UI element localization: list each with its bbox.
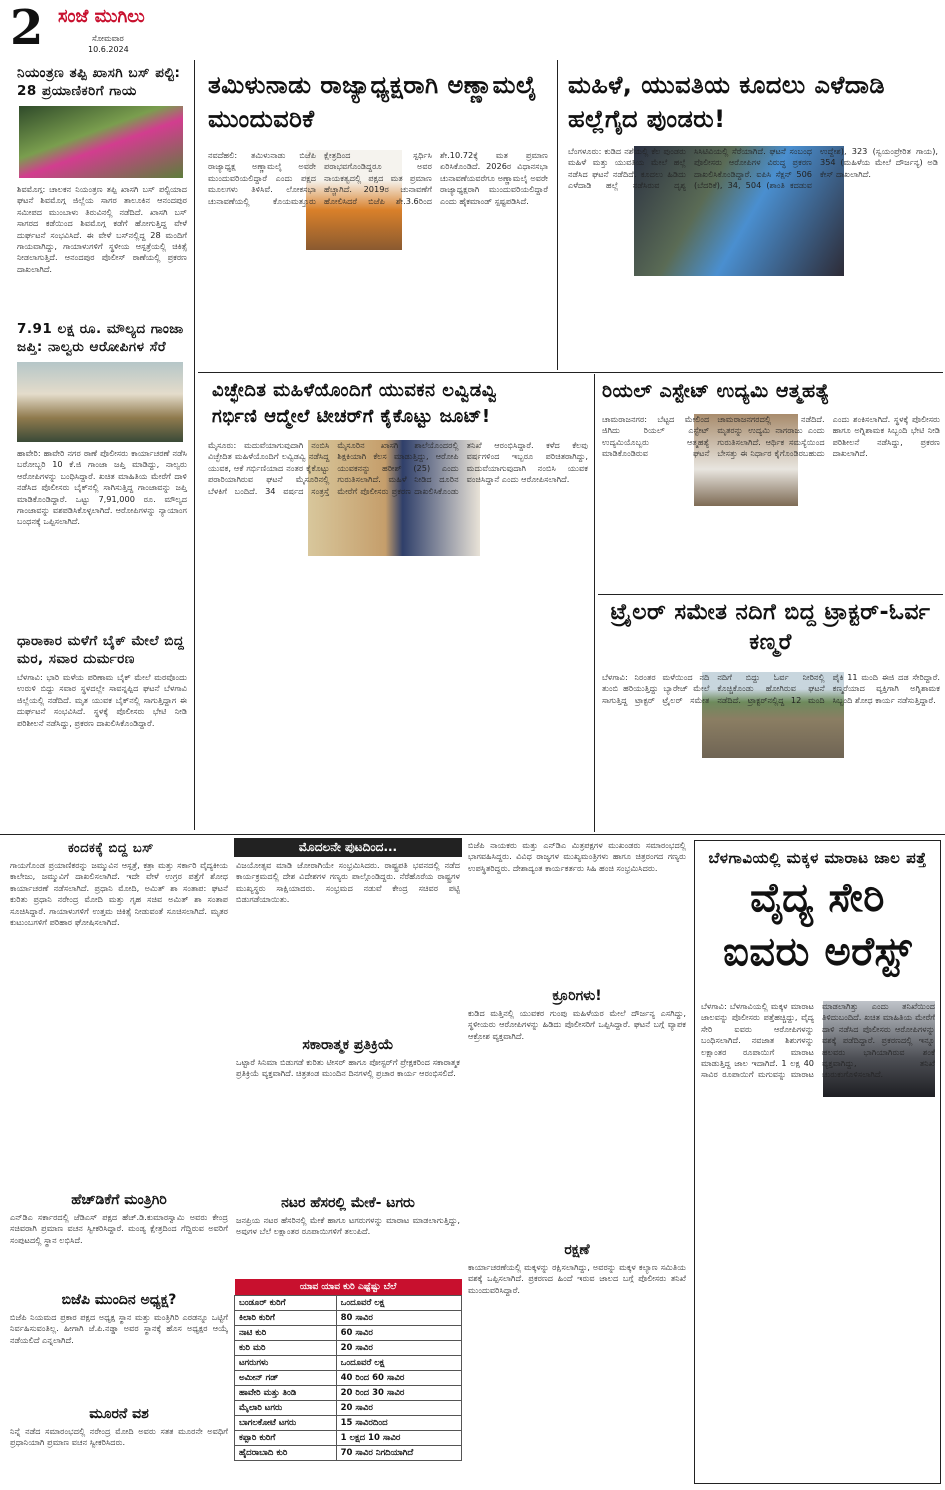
weekday: ಸೋಮವಾರ [92,34,124,43]
sheep-type-cell: ಹೈದರಾಬಾದಿ ಕುರಿ [235,1446,337,1461]
annamalai-body: ನವದೆಹಲಿ: ತಮಿಳುನಾಡು ಬಿಜೆಪಿ ರಾಜ್ಯಾಧ್ಯಕ್ಷ ಅಣ್ಣಾಮಲೈ ಅವರೇ ಮುಂದುವರಿಯಲಿದ್ದಾರೆ ಎಂದು ಪಕ್ಷದ ಮೂಲಗಳು ತಿಳಿಸಿವೆ. ಲೋಕಸಭಾ ಚುನಾವಣೆಯಲ್ಲಿ ಕೊಯಮತ್ತೂರು ಕ್ಷೇತ್ರದಿಂದ ಸ್ಪರ್ಧಿಸಿ ಪರಾಭವಗೊಂಡಿದ್ದರೂ ಅವರ ನಾಯಕತ್ವದಲ್ಲಿ ಪಕ್ಷದ ಮತ ಪ್ರಮಾಣ ಹೆಚ್ಚಾಗಿದೆ. 2019ರ ಚುನಾವಣೆಗೆ ಹೋಲಿಸಿದರೆ ಬಿಜೆಪಿ ಶೇ.3.6ರಿಂದ ಶೇ.10.72ಕ್ಕೆ ಮತ ಪ್ರಮಾಣ ಏರಿಸಿಕೊಂಡಿದೆ. 2026ರ ವಿಧಾನಸಭಾ ಚುನಾವಣೆಯವರೆಗೂ ಅಣ್ಣಾಮಲೈ ಅವರೇ ರಾಜ್ಯಾಧ್ಯಕ್ಷರಾಗಿ ಮುಂದುವರಿಯಲಿದ್ದಾರೆ ಎಂದು ಹೈಕಮಾಂಡ್ ಸ್ಪಷ್ಟಪಡಿಸಿದೆ. [208,150,548,206]
date: 10.6.2024 [88,45,129,54]
column-divider [194,60,195,830]
tractor-story [598,596,943,832]
story2-body: ಹಾವೇರಿ: ಹಾವೇರಿ ನಗರ ಠಾಣೆ ಪೊಲೀಸರು ಕಾರ್ಯಾಚರಣೆ ನಡೆಸಿ ಬರೋಬ್ಬರಿ 10 ಕೆ.ಜಿ ಗಾಂಜಾ ಜಪ್ತಿ ಮಾಡಿದ್ದು, ನಾಲ್ವರು ಆರೋಪಿಗಳನ್ನು ಬಂಧಿಸಿದ್ದಾರೆ. ಖಚಿತ ಮಾಹಿತಿಯ ಮೇರೆಗೆ ದಾಳಿ ನಡೆಸಿದ ಪೊಲೀಸರು ಬೈಕ್‌ನಲ್ಲಿ ಸಾಗಿಸುತ್ತಿದ್ದ ಗಾಂಜಾವನ್ನು ಜಪ್ತಿ ಮಾಡಿಕೊಂಡಿದ್ದಾರೆ. ಒಟ್ಟು 7,91,000 ರೂ. ಮೌಲ್ಯದ ಗಾಂಜಾವನ್ನು ವಶಪಡಿಸಿಕೊಳ್ಳಲಾಗಿದೆ. ಆರೋಪಿಗಳನ್ನು ನ್ಯಾಯಾಂಗ ಬಂಧನಕ್ಕೆ ಒಪ್ಪಿಸಲಾಗಿದೆ. [17,448,187,527]
doctor-arrest-story [694,840,941,1484]
annamalai-headline: ತಮಿಳುನಾಡು ರಾಜ್ಯಾಧ್ಯಕ್ಷರಾಗಿ ಅಣ್ಣಾಮಲೈ ಮುಂದುವರಿಕೆ [208,71,538,133]
bjp-president-subhead: ಬಿಜೆಪಿ ಮುಂದಿನ ಅಧ್ಯಕ್ಷ? [61,1292,177,1308]
column-divider [557,60,558,370]
assault-headline: ಮಹಿಳೆ, ಯುವತಿಯ ಕೂದಲು ಎಳೆದಾಡಿ ಹಲ್ಲೆಗೈದ ಪುಂಡರು! [568,71,885,133]
rescue-body: ಕಾರ್ಯಾಚರಣೆಯಲ್ಲಿ ಮಕ್ಕಳನ್ನು ರಕ್ಷಿಸಲಾಗಿದ್ದು, ಅವರನ್ನು ಮಕ್ಕಳ ಕಲ್ಯಾಣ ಸಮಿತಿಯ ವಶಕ್ಕೆ ಒಪ್ಪಿಸಲಾಗಿದೆ. ಪ್ರಕರಣದ ಹಿಂದೆ ಇರುವ ಜಾಲದ ಬಗ್ಗೆ ಪೊಲೀಸರು ತನಿಖೆ ಮುಂದುವರಿಸಿದ್ದಾರೆ. [468,1262,686,1295]
section-divider [0,834,945,835]
police-photo [17,362,183,442]
continued-band: ಮೊದಲನೇ ಪುಟದಿಂದ... [234,838,462,857]
price-cell: ಒಂದೂವರೆ ಲಕ್ಷ [336,1296,461,1311]
sheep-type-cell: ನಾಟಿ ಕುರಿ [235,1326,337,1341]
cruel-body: ಕುಡಿದ ಮತ್ತಿನಲ್ಲಿ ಯುವಕರ ಗುಂಪು ಮಹಿಳೆಯರ ಮೇಲೆ ದೌರ್ಜನ್ಯ ಎಸಗಿದ್ದು, ಸ್ಥಳೀಯರು ಆರೋಪಿಗಳನ್ನು ಹಿಡಿದು ಪೊಲೀಸರಿಗೆ ಒಪ್ಪಿಸಿದ್ದಾರೆ. ಘಟನೆ ಬಗ್ಗೆ ವ್ಯಾಪಕ ಆಕ್ರೋಶ ವ್ಯಕ್ತವಾಗಿದೆ. [468,1008,686,1041]
assault-body: ಬೆಂಗಳೂರು: ಕುಡಿದ ನಶೆಯಲ್ಲಿ ಕೆಲ ಪುಂಡರು ಮಹಿಳೆ ಮತ್ತು ಯುವತಿಯ ಮೇಲೆ ಹಲ್ಲೆ ನಡೆಸಿದ ಘಟನೆ ನಡೆದಿದೆ. ಕೂದಲು ಹಿಡಿದು ಎಳೆದಾಡಿ ಹಲ್ಲೆ ನಡೆಸಿರುವ ದೃಶ್ಯ ಸಿಸಿಟಿವಿಯಲ್ಲಿ ಸೆರೆಯಾಗಿದೆ. ಘಟನೆ ಸಂಬಂಧ ಪೊಲೀಸರು ಆರೋಪಿಗಳ ವಿರುದ್ಧ ಪ್ರಕರಣ ದಾಖಲಿಸಿಕೊಂಡಿದ್ದಾರೆ. ಐಪಿಸಿ ಸೆಕ್ಷನ್ 506 (ಬೆದರಿಕೆ), 34, 504 (ಶಾಂತಿ ಕದಡುವ ಉದ್ದೇಶ), 323 (ಸ್ವಯಂಪ್ರೇರಿತ ಗಾಯ), 354 (ಮಹಿಳೆಯ ಮೇಲೆ ದೌರ್ಜನ್ಯ) ಅಡಿ ಕೇಸ್ ದಾಖಲಾಗಿದೆ. [568,146,938,191]
table-row [235,1416,462,1431]
price-cell: 60 ಸಾವಿರ [336,1326,461,1341]
third-term-subhead: ಮೂರನೆ ವಶ [89,1406,149,1422]
hdk-subhead: ಹೆಚ್‌ಡಿಕೆಗೆ ಮಂತ್ರಿಗಿರಿ [71,1192,167,1208]
table-row [235,1356,462,1371]
sheep-price-table [234,1279,462,1461]
price-cell: 1 ಲಕ್ಷದ 10 ಸಾವಿರ [336,1431,461,1446]
price-cell: 70 ಸಾವಿರ ನಿಗದಿಯಾಗಿದೆ [336,1446,461,1461]
table-row [235,1296,462,1311]
table-row [235,1341,462,1356]
column-divider [594,374,595,832]
third-term-body: ನಿನ್ನೆ ನಡೆದ ಸಮಾರಂಭದಲ್ಲಿ ನರೇಂದ್ರ ಮೋದಿ ಅವರು ಸತತ ಮೂರನೇ ಅವಧಿಗೆ ಪ್ರಧಾನಿಯಾಗಿ ಪ್ರಮಾಣ ವಚನ ಸ್ವೀಕರಿಸಿದರು. [10,1426,228,1448]
positive-response-body: ಒಟ್ಟಾರೆ ಸಿನಿಮಾ ಬಿಡುಗಡೆ ಕುರಿತು ಟೀಸರ್ ಹಾಗೂ ಪೋಸ್ಟರ್‌ಗೆ ಪ್ರೇಕ್ಷಕರಿಂದ ಸಕಾರಾತ್ಮಕ ಪ್ರತಿಕ್ರಿಯೆ ವ್ಯಕ್ತವಾಗಿದೆ. ಚಿತ್ರತಂಡ ಮುಂದಿನ ದಿನಗಳಲ್ಲಿ ಪ್ರಚಾರ ಕಾರ್ಯ ಆರಂಭಿಸಲಿದೆ. [236,1057,460,1079]
price-cell: 80 ಸಾವಿರ [336,1311,461,1326]
goat-subhead: ನಟರ ಹೆಸರಲ್ಲಿ ಮೇಕೆ- ಟಗರು [281,1195,415,1211]
mid-body: ಬಿಜೆಪಿ ನಾಯಕರು ಮತ್ತು ಎನ್‌ಡಿಎ ಮಿತ್ರಪಕ್ಷಗಳ ಮುಖಂಡರು ಸಮಾರಂಭದಲ್ಲಿ ಭಾಗವಹಿಸಿದ್ದರು. ವಿವಿಧ ರಾಜ್ಯಗಳ ಮುಖ್ಯಮಂತ್ರಿಗಳು ಹಾಗೂ ಚಿತ್ರರಂಗದ ಗಣ್ಯರು ಉಪಸ್ಥಿತರಿದ್ದರು. ದೇಶಾದ್ಯಂತ ಕಾರ್ಯಕರ್ತರು ಸಿಹಿ ಹಂಚಿ ಸಂಭ್ರಮಿಸಿದರು. [468,840,686,873]
sheep-type-cell: ಮೈಲಾರಿ ಟಗರು [235,1401,337,1416]
goat-body: ಜನಪ್ರಿಯ ನಟರ ಹೆಸರಿನಲ್ಲಿ ಮೇಕೆ ಹಾಗೂ ಟಗರುಗಳನ್ನು ಮಾರಾಟ ಮಾಡಲಾಗುತ್ತಿದ್ದು, ಅವುಗಳ ಬೆಲೆ ಲಕ್ಷಾಂತರ ರೂಪಾಯಿಗಳಿಗೆ ತಲುಪಿದೆ. [236,1215,460,1237]
doctor-kicker: ಬೆಳಗಾವಿಯಲ್ಲಿ ಮಕ್ಕಳ ಮಾರಾಟ ಜಾಲ ಪತ್ತೆ [708,849,927,867]
masthead [0,0,945,58]
page-number: 2 [10,0,44,56]
logo-text: ಸಂಜೆ ಮುಗಿಲು [58,6,145,27]
story1-body: ಶಿವಮೊಗ್ಗ: ಚಾಲಕನ ನಿಯಂತ್ರಣ ತಪ್ಪಿ ಖಾಸಗಿ ಬಸ್ ಪಲ್ಟಿಯಾದ ಘಟನೆ ಶಿವಮೊಗ್ಗ ಜಿಲ್ಲೆಯ ಸಾಗರ ತಾಲೂಕಿನ ಆನಂದಪುರ ಸಮೀಪದ ಮುಂಬಾಳು ತಿರುವಿನಲ್ಲಿ ನಡೆದಿದೆ. ಖಾಸಗಿ ಬಸ್ ಸಾಗರದ ಕಡೆಯಿಂದ ಶಿವಮೊಗ್ಗ ಕಡೆಗೆ ಹೋಗುತ್ತಿದ್ದ ವೇಳೆ ದುರ್ಘಟನೆ ಸಂಭವಿಸಿದೆ. ಈ ವೇಳೆ ಬಸ್‌ನಲ್ಲಿದ್ದ 28 ಮಂದಿಗೆ ಗಾಯವಾಗಿದ್ದು, ಗಾಯಾಳುಗಳಿಗೆ ಸ್ಥಳೀಯ ಆಸ್ಪತ್ರೆಯಲ್ಲಿ ಚಿಕಿತ್ಸೆ ನೀಡಲಾಗುತ್ತಿದೆ. ಆನಂದಪುರ ಪೊಲೀಸ್ ಠಾಣೆಯಲ್ಲಿ ಪ್ರಕರಣ ದಾಖಲಾಗಿದೆ. [17,184,187,274]
table-title: ಯಾವ ಯಾವ ಕುರಿ ಎಷ್ಟೆಷ್ಟು ಬೆಲೆ [235,1279,462,1296]
bus-ditch-column [8,838,230,1486]
sheep-type-cell: ಬಂಡೂರ್ ಕುರಿಗೆ [235,1296,337,1311]
sheep-type-cell: ಅಮೀನ್ ಗಡ್ [235,1371,337,1386]
sheep-type-cell: ಹಾವೇರಿ ಮತ್ತು ತಿಂಡಿ [235,1386,337,1401]
bus-ditch-headline: ಕಂದಕಕ್ಕೆ ಬಿದ್ದ ಬಸ್ [68,841,154,856]
doctor-headline: ವೈದ್ಯ ಸೇರಿ ಐವರು ಅರೆಸ್ಟ್ [722,875,913,975]
sheep-type-cell: ಕಪ್ಪಾರಿ ಕುರಿಗೆ [235,1431,337,1446]
section-divider [598,594,943,595]
logo [58,6,186,34]
price-cell: 40 ರಿಂದ 60 ಸಾವಿರ [336,1371,461,1386]
table-row [235,1371,462,1386]
positive-response-subhead: ಸಕಾರಾತ್ಮಕ ಪ್ರತಿಕ್ರಿಯೆ [302,1037,394,1053]
bjp-president-body: ಬಿಜೆಪಿ ನಿಯಮದ ಪ್ರಕಾರ ಪಕ್ಷದ ಅಧ್ಯಕ್ಷ ಸ್ಥಾನ ಮತ್ತು ಮಂತ್ರಿಗಿರಿ ಎರಡನ್ನೂ ಒಟ್ಟಿಗೆ ನಿರ್ವಹಿಸುವಂತಿಲ್ಲ. ಹೀಗಾಗಿ ಜೆ.ಪಿ.ನಡ್ಡಾ ಅವರ ಸ್ಥಾನಕ್ಕೆ ಹೊಸ ಅಧ್ಯಕ್ಷರ ಆಯ್ಕೆ ನಡೆಯಲಿದೆ ಎನ್ನಲಾಗಿದೆ. [10,1312,228,1345]
modi-body: ವಿಜಯೋತ್ಸವ ಮಾಡಿ ಜೋರಾಗಿಯೇ ಸಂಭ್ರಮಿಸಿದರು. ರಾಷ್ಟ್ರಪತಿ ಭವನದಲ್ಲಿ ನಡೆದ ಕಾರ್ಯಕ್ರಮದಲ್ಲಿ ದೇಶ ವಿದೇಶಗಳ ಗಣ್ಯರು ಪಾಲ್ಗೊಂಡಿದ್ದರು. ನೆರೆಹೊರೆಯ ರಾಷ್ಟ್ರಗಳ ಮುಖ್ಯಸ್ಥರು ಸಾಕ್ಷಿಯಾದರು. ಸಂಭ್ರಮದ ನಡುವೆ ಕೇಂದ್ರ ಸಚಿವರ ಪಟ್ಟಿ ಬಿಡುಗಡೆಯಾಯಿತು. [236,860,460,905]
realestate-story [598,374,943,592]
story2-headline: 7.91 ಲಕ್ಷ ರೂ. ಮೌಲ್ಯದ ಗಾಂಜಾ ಜಪ್ತಿ: ನಾಲ್ವರು ಆರೋಪಿಗಳ ಸೆರೆ [17,321,184,355]
price-cell: 15 ಸಾವಿರದಿಂದ [336,1416,461,1431]
bus-ditch-body: ಗಾಯಗೊಂಡ ಪ್ರಯಾಣಿಕರನ್ನು ಜಮ್ಮುವಿನ ಆಸ್ಪತ್ರೆ, ಕತ್ರಾ ಮತ್ತು ಸರ್ಕಾರಿ ವೈದ್ಯಕೀಯ ಕಾಲೇಜು, ಜಮ್ಮುವಿಗೆ ದಾಖಲಿಸಲಾಗಿದೆ. ಇದೇ ವೇಳೆ ಉಗ್ರರ ಪತ್ತೆಗೆ ಶೋಧ ಕಾರ್ಯಾಚರಣೆ ನಡೆಸಲಾಗಿದೆ. ಪ್ರಧಾನಿ ಮೋದಿ, ಅಮಿತ್ ಶಾ ಸಂತಾಪ: ಘಟನೆ ಕುರಿತು ಪ್ರಧಾನಿ ನರೇಂದ್ರ ಮೋದಿ ಮತ್ತು ಗೃಹ ಸಚಿವ ಅಮಿತ್ ಶಾ ಸಂತಾಪ ಸೂಚಿಸಿದ್ದಾರೆ. ಗಾಯಾಳುಗಳಿಗೆ ಉತ್ತಮ ಚಿಕಿತ್ಸೆ ನೀಡುವಂತೆ ಸೂಚಿಸಲಾಗಿದೆ. ಮೃತರ ಕುಟುಂಬಗಳಿಗೆ ಪರಿಹಾರ ಘೋಷಿಸಲಾಗಿದೆ. [10,860,228,928]
sheep-type-cell: ಟಗರುಗಳು [235,1356,337,1371]
section-divider [198,372,943,373]
realestate-headline: ರಿಯಲ್ ಎಸ್ಟೇಟ್ ಉದ್ಯಮಿ ಆತ್ಮಹತ್ಯೆ [602,380,830,402]
rescue-subhead: ರಕ್ಷಣೆ [564,1242,590,1258]
teacher-body: ಮೈಸೂರು: ಮದುವೆಯಾಗುವುದಾಗಿ ನಂಬಿಸಿ ವಿಚ್ಛೇದಿತ ಮಹಿಳೆಯೊಂದಿಗೆ ಲವ್ವಿಡವ್ವಿ ನಡೆಸಿದ್ದ ಯುವಕ, ಆಕೆ ಗರ್ಭಿಣಿಯಾದ ನಂತರ ಕೈಕೊಟ್ಟು ಪರಾರಿಯಾಗಿರುವ ಘಟನೆ ಮೈಸೂರಿನಲ್ಲಿ ಬೆಳಕಿಗೆ ಬಂದಿದೆ. 34 ವರ್ಷದ ಸಂತ್ರಸ್ತೆ ಮೈಸೂರಿನ ಖಾಸಗಿ ಶಾಲೆಯೊಂದರಲ್ಲಿ ಶಿಕ್ಷಕಿಯಾಗಿ ಕೆಲಸ ಮಾಡುತ್ತಿದ್ದು, ಆರೋಪಿ ಯುವಕನನ್ನು ಹರೀಶ್ (25) ಎಂದು ಗುರುತಿಸಲಾಗಿದೆ. ಮಹಿಳೆ ನೀಡಿದ ದೂರಿನ ಮೇರೆಗೆ ಪೊಲೀಸರು ಪ್ರಕರಣ ದಾಖಲಿಸಿಕೊಂಡು ತನಿಖೆ ಆರಂಭಿಸಿದ್ದಾರೆ. ಕಳೆದ ಕೆಲವು ವರ್ಷಗಳಿಂದ ಇಬ್ಬರೂ ಪರಿಚಿತರಾಗಿದ್ದು, ಮದುವೆಯಾಗುವುದಾಗಿ ನಂಬಿಸಿ ಯುವಕ ವಂಚಿಸಿದ್ದಾನೆ ಎಂದು ಆರೋಪಿಸಲಾಗಿದೆ. [208,440,588,496]
price-cell: 20 ರಿಂದ 30 ಸಾವಿರ [336,1386,461,1401]
table-row [235,1386,462,1401]
assault-story [562,62,942,370]
left-column [5,60,191,832]
price-cell: 20 ಸಾವಿರ [336,1341,461,1356]
price-cell: 20 ಸಾವಿರ [336,1401,461,1416]
table-row [235,1311,462,1326]
modi-continuation [234,838,462,1486]
sheep-type-cell: ಕಿಲಾರಿ ಕುರಿಗೆ [235,1311,337,1326]
sheep-type-cell: ಕುರಿ ಮರಿ [235,1341,337,1356]
story1-headline: ನಿಯಂತ್ರಣ ತಪ್ಪಿ ಖಾಸಗಿ ಬಸ್ ಪಲ್ಟಿ: 28 ಪ್ರಯಾಣಿಕರಿಗೆ ಗಾಯ [17,65,181,99]
story3-body: ಬೆಳಗಾವಿ: ಭಾರಿ ಮಳೆಯ ಪರಿಣಾಮ ಬೈಕ್ ಮೇಲೆ ಮರವೊಂದು ಉರುಳಿ ಬಿದ್ದು ಸವಾರ ಸ್ಥಳದಲ್ಲೇ ಸಾವನ್ನಪ್ಪಿದ ಘಟನೆ ಬೆಳಗಾವಿ ಜಿಲ್ಲೆಯಲ್ಲಿ ನಡೆದಿದೆ. ಮೃತ ಯುವಕ ಬೈಕ್‌ನಲ್ಲಿ ಸಾಗುತ್ತಿದ್ದಾಗ ಈ ದುರ್ಘಟನೆ ಸಂಭವಿಸಿದೆ. ಸ್ಥಳಕ್ಕೆ ಪೊಲೀಸರು ಭೇಟಿ ನೀಡಿ ಪರಿಶೀಲನೆ ನಡೆಸಿದ್ದು, ಪ್ರಕರಣ ದಾಖಲಿಸಿಕೊಂಡಿದ್ದಾರೆ. [17,672,187,728]
story3-headline: ಧಾರಾಕಾರ ಮಳೆಗೆ ಬೈಕ್ ಮೇಲೆ ಬಿದ್ದ ಮರ, ಸವಾರ ದುರ್ಮರಣ [17,633,185,667]
table-row [235,1326,462,1341]
teacher-headline-1: ವಿಚ್ಛೇದಿತ ಮಹಿಳೆಯೊಂದಿಗೆ ಯುವಕನ ಲವ್ವಿಡವ್ವಿ [212,380,498,401]
tractor-body: ಬೆಳಗಾವಿ: ನಿರಂತರ ಮಳೆಯಿಂದ ನದಿ ತುಂಬಿ ಹರಿಯುತ್ತಿದ್ದು ಬ್ಯಾರೇಜ್ ಮೇಲೆ ಸಾಗುತ್ತಿದ್ದ ಟ್ರಾಕ್ಟರ್ ಟ್ರೈಲರ್ ಸಮೇತ ನದಿಗೆ ಬಿದ್ದು ಓರ್ವ ನೀರಿನಲ್ಲಿ ಕೊಚ್ಚಿಕೊಂಡು ಹೋಗಿರುವ ಘಟನೆ ನಡೆದಿದೆ. ಟ್ರಾಕ್ಟರ್‌ನಲ್ಲಿದ್ದ 12 ಮಂದಿ ಪೈಕಿ 11 ಮಂದಿ ಈಜಿ ದಡ ಸೇರಿದ್ದಾರೆ. ಕಣ್ಮರೆಯಾದ ವ್ಯಕ್ತಿಗಾಗಿ ಅಗ್ನಿಶಾಮಕ ಸಿಬ್ಬಂದಿ ಶೋಧ ಕಾರ್ಯ ನಡೆಸುತ್ತಿದ್ದಾರೆ. [602,672,940,705]
teacher-headline-2: ಗರ್ಭಿಣಿ ಆದ್ಮೇಲೆ ಟೀಚರ್‌ಗೆ ಕೈಕೊಟ್ಟು ಜೂಟ್! [212,406,491,427]
bus-photo [19,106,183,178]
table-row [235,1446,462,1461]
mid-continuation [466,838,688,1486]
sheep-type-cell: ಬಾಗಲಕೋಟೆ ಟಗರು [235,1416,337,1431]
cruel-subhead: ಕ್ರೂರಿಗಳು! [552,988,602,1004]
table-row [235,1431,462,1446]
annamalai-story [198,62,554,370]
teacher-story [198,374,592,832]
tractor-headline: ಟ್ರೈಲರ್ ಸಮೇತ ನದಿಗೆ ಬಿದ್ದ ಟ್ರಾಕ್ಟರ್-ಓರ್ವ ಕಣ್ಮರೆ [610,600,931,655]
realestate-body: ಚಾಮರಾಜನಗರ: ಬೆಟ್ಟದ ಮೇಲಿಂದ ಜಿಗಿದು ರಿಯಲ್ ಎಸ್ಟೇಟ್ ಉದ್ಯಮಿಯೊಬ್ಬರು ಆತ್ಮಹತ್ಯೆ ಮಾಡಿಕೊಂಡಿರುವ ಘಟನೆ ಚಾಮರಾಜನಗರದಲ್ಲಿ ನಡೆದಿದೆ. ಮೃತರನ್ನು ಉದ್ಯಮಿ ನಾಗರಾಜು ಎಂದು ಗುರುತಿಸಲಾಗಿದೆ. ಆರ್ಥಿಕ ಸಮಸ್ಯೆಯಿಂದ ಬೇಸತ್ತು ಈ ನಿರ್ಧಾರ ಕೈಗೊಂಡಿರಬಹುದು ಎಂದು ಶಂಕಿಸಲಾಗಿದೆ. ಸ್ಥಳಕ್ಕೆ ಪೊಲೀಸರು ಹಾಗೂ ಅಗ್ನಿಶಾಮಕ ಸಿಬ್ಬಂದಿ ಭೇಟಿ ನೀಡಿ ಪರಿಶೀಲನೆ ನಡೆಸಿದ್ದು, ಪ್ರಕರಣ ದಾಖಲಾಗಿದೆ. [602,414,940,459]
hdk-body: ಎನ್‌ಡಿಎ ಸರ್ಕಾರದಲ್ಲಿ ಜೆಡಿಎಸ್ ಪಕ್ಷದ ಹೆಚ್.ಡಿ.ಕುಮಾರಸ್ವಾಮಿ ಅವರು ಕೇಂದ್ರ ಸಚಿವರಾಗಿ ಪ್ರಮಾಣ ವಚನ ಸ್ವೀಕರಿಸಿದ್ದಾರೆ. ಮಂಡ್ಯ ಕ್ಷೇತ್ರದಿಂದ ಗೆದ್ದಿರುವ ಅವರಿಗೆ ಸಂಪುಟದಲ್ಲಿ ಸ್ಥಾನ ಲಭಿಸಿದೆ. [10,1212,228,1245]
doctor-body: ಬೆಳಗಾವಿ: ಬೆಳಗಾವಿಯಲ್ಲಿ ಮಕ್ಕಳ ಮಾರಾಟ ಜಾಲವನ್ನು ಪೊಲೀಸರು ಪತ್ತೆಹಚ್ಚಿದ್ದು, ವೈದ್ಯ ಸೇರಿ ಐವರು ಆರೋಪಿಗಳನ್ನು ಬಂಧಿಸಲಾಗಿದೆ. ನವಜಾತ ಶಿಶುಗಳನ್ನು ಲಕ್ಷಾಂತರ ರೂಪಾಯಿಗೆ ಮಾರಾಟ ಮಾಡುತ್ತಿದ್ದ ಜಾಲ ಇದಾಗಿದೆ. 1 ಲಕ್ಷ 40 ಸಾವಿರ ರೂಪಾಯಿಗೆ ಮಗುವನ್ನು ಮಾರಾಟ ಮಾಡಲಾಗಿತ್ತು ಎಂದು ತನಿಖೆಯಿಂದ ತಿಳಿದುಬಂದಿದೆ. ಖಚಿತ ಮಾಹಿತಿಯ ಮೇರೆಗೆ ದಾಳಿ ನಡೆಸಿದ ಪೊಲೀಸರು ಆರೋಪಿಗಳನ್ನು ವಶಕ್ಕೆ ಪಡೆದಿದ್ದಾರೆ. ಪ್ರಕರಣದಲ್ಲಿ ಇನ್ನೂ ಹಲವರು ಭಾಗಿಯಾಗಿರುವ ಶಂಕೆ ವ್ಯಕ್ತವಾಗಿದ್ದು, ತನಿಖೆ ಚುರುಕುಗೊಳಿಸಲಾಗಿದೆ. [701,1001,935,1080]
price-cell: ಒಂದೂವರೆ ಲಕ್ಷ [336,1356,461,1371]
table-row [235,1401,462,1416]
